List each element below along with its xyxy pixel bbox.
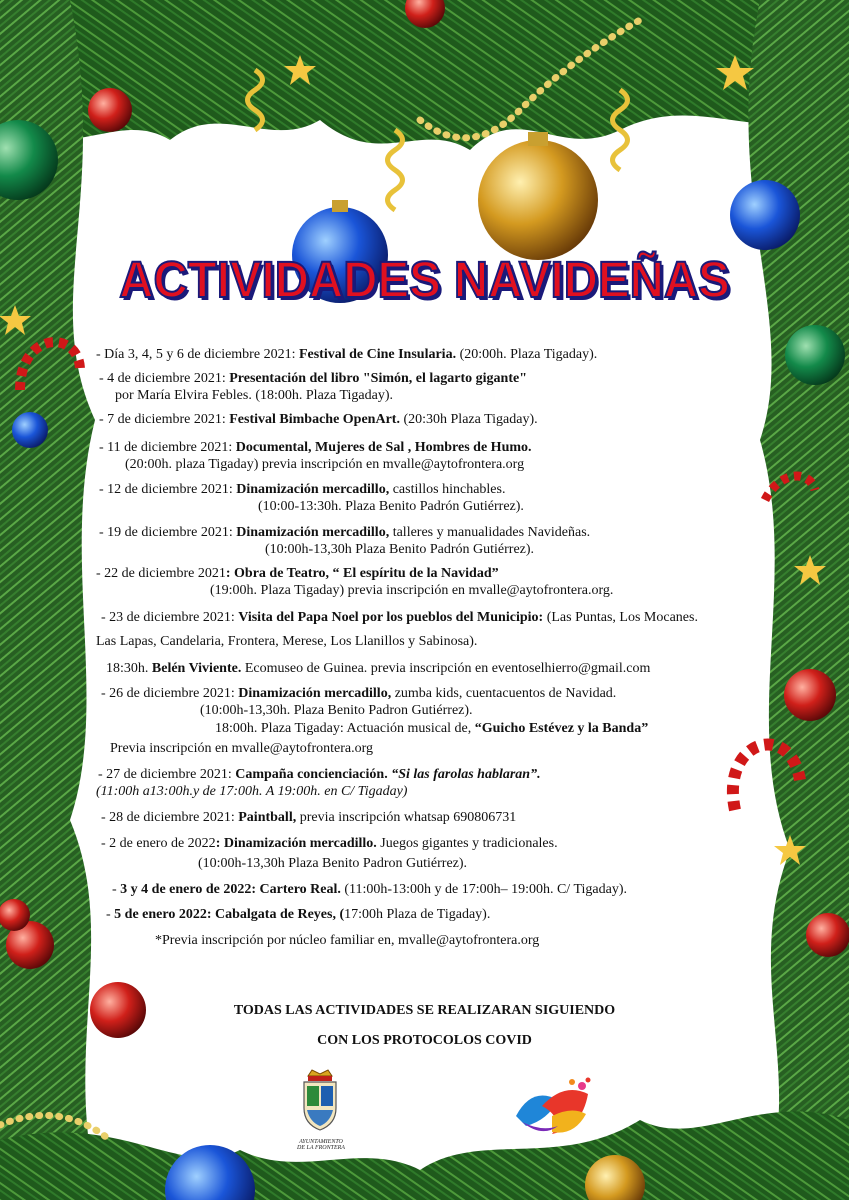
event-documental: - 11 de diciembre 2021: Documental, Mujeres de Sal , Hombres de Humo. — [99, 440, 532, 455]
town-hall-seal-text: AYUNTAMIENTO DE LA FRONTERA — [297, 1139, 345, 1151]
poster-title: ACTIVIDADES NAVIDEÑAS — [119, 251, 730, 308]
event-paintball: - 28 de diciembre 2021: Paintball, previa inscripción whatsap 690806731 — [101, 810, 517, 825]
event-teatro: - 22 de diciembre 2021: Obra de Teatro, “ El espíritu de la Navidad” — [96, 566, 499, 581]
event-bimbache: - 7 de diciembre 2021: Festival Bimbache OpenArt. (20:30h Plaza Tigaday). — [99, 412, 538, 427]
event-mercadillo-26-detail: (10:00h-13,30h. Plaza Benito Padron Gutiérrez). — [200, 703, 473, 718]
event-papa-noel-detail: Las Lapas, Candelaria, Frontera, Merese, Los Llanillos y Sabinosa). — [96, 634, 478, 649]
event-mercadillo-12-detail: (10:00-13:30h. Plaza Benito Padrón Gutiérrez). — [258, 499, 524, 514]
event-belen: 18:30h. Belén Viviente. Ecomuseo de Guinea. previa inscripción en eventoselhierro@gmail.com — [106, 661, 651, 676]
event-mercadillo-enero-detail: (10:00h-13,30h Plaza Benito Padron Gutiérrez). — [198, 856, 468, 871]
town-hall-crest-logo — [298, 1068, 342, 1140]
event-cartero-real: - 3 y 4 de enero de 2022: Cartero Real. (11:00h-13:00h y de 17:00h– 19:00h. C/ Tigaday). — [112, 882, 627, 897]
event-mercadillo-enero: - 2 de enero de 2022: Dinamización mercadillo. Juegos gigantes y tradicionales. — [101, 836, 558, 851]
event-libro-detail: por María Elvira Febles. (18:00h. Plaza Tigaday). — [115, 388, 394, 403]
event-documental-detail: (20:00h. plaza Tigaday) previa inscripción en mvalle@aytofrontera.org — [125, 457, 525, 472]
event-papa-noel: - 23 de diciembre 2021: Visita del Papa Noel por los pueblos del Municipio: (Las Puntas, Los Mocanes. — [101, 610, 698, 625]
event-campana-detail: (11:00h a13:00h.y de 17:00h. A 19:00h. en C/ Tigaday) — [96, 784, 408, 799]
event-cabalgata: - 5 de enero 2022: Cabalgata de Reyes, (17:00h Plaza de Tigaday). — [106, 907, 491, 922]
covid-notice-line2: CON LOS PROTOCOLOS COVID — [317, 1033, 532, 1048]
registration-note: *Previa inscripción por núcleo familiar en, mvalle@aytofrontera.org — [155, 933, 540, 948]
event-mercadillo-26: - 26 de diciembre 2021: Dinamización mercadillo, zumba kids, cuentacuentos de Navidad. — [101, 686, 617, 701]
event-mercadillo-19: - 19 de diciembre 2021: Dinamización mercadillo, talleres y manualidades Navideñas. — [99, 525, 591, 540]
event-mercadillo-12: - 12 de diciembre 2021: Dinamización mercadillo, castillos hinchables. — [99, 482, 506, 497]
event-libro: - 4 de diciembre 2021: Presentación del libro "Simón, el lagarto gigante" — [99, 371, 527, 386]
event-teatro-detail: (19:00h. Plaza Tigaday) previa inscripción en mvalle@aytofrontera.org. — [210, 583, 614, 598]
covid-notice-line1: TODAS LAS ACTIVIDADES SE REALIZARAN SIGUIENDO — [233, 1003, 616, 1018]
event-musical-inscripcion: Previa inscripción en mvalle@aytofrontera.org — [110, 741, 373, 756]
event-musical: 18:00h. Plaza Tigaday: Actuación musical de, “Guicho Estévez y la Banda” — [215, 721, 649, 736]
event-cine: - Día 3, 4, 5 y 6 de diciembre 2021: Festival de Cine Insularia. (20:00h. Plaza Tigaday). — [96, 347, 598, 362]
event-campana: - 27 de diciembre 2021: Campaña concienciación. “Si las farolas hablaran”. — [98, 767, 541, 782]
event-mercadillo-19-detail: (10:00h-13,30h Plaza Benito Padrón Gutiérrez). — [265, 542, 535, 557]
colorful-swirl-logo — [512, 1076, 594, 1138]
